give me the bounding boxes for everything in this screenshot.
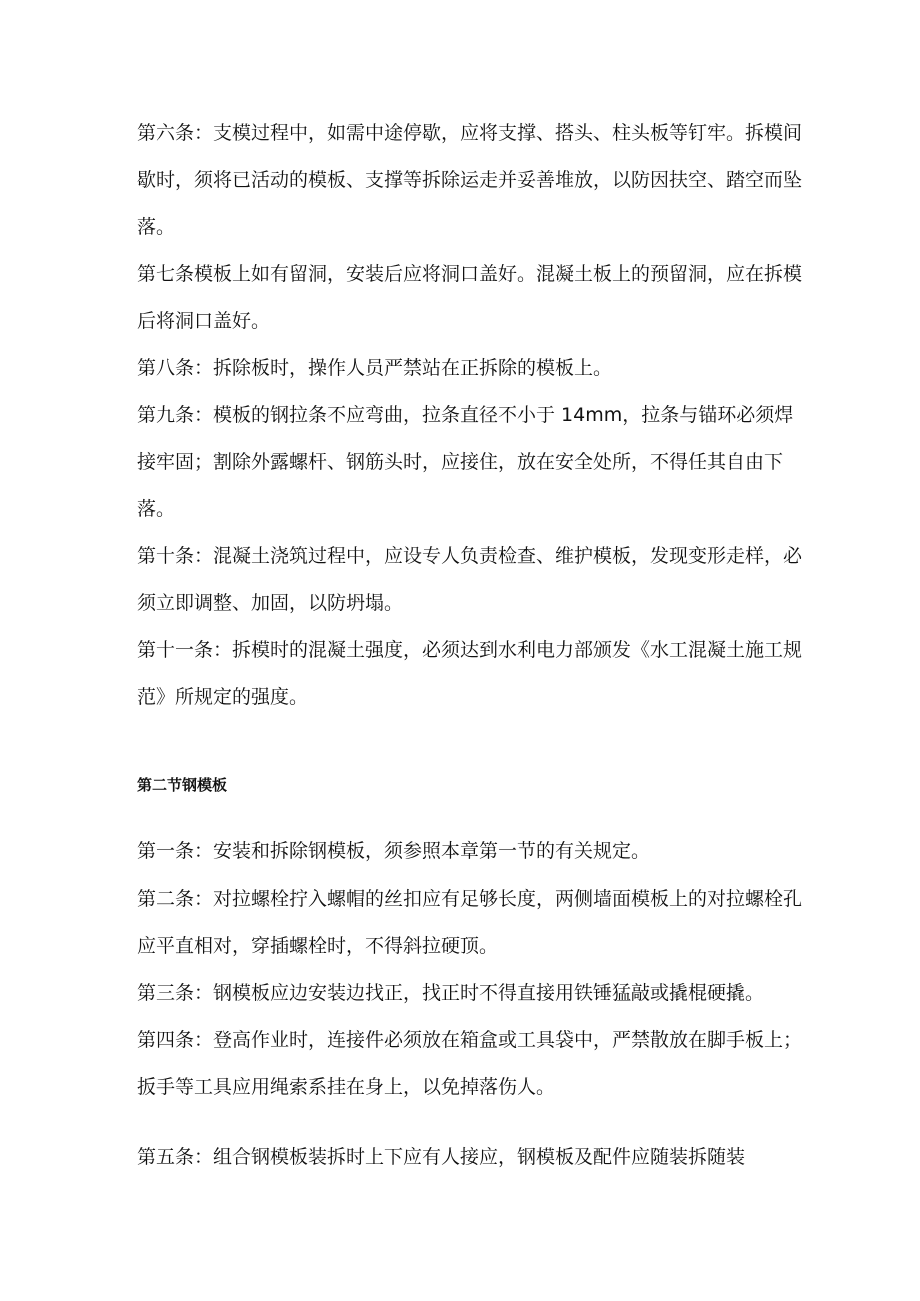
section-heading: 第二节钢模板: [137, 776, 228, 794]
article-6-paragraph: 第六条：支模过程中，如需中途停歇，应将支撑、搭头、柱头板等钉牢。拆模间歇时，须将已活动的模板、支撑等拆除运走并妥善堆放，以防因扶空、踏空而坠落。: [137, 122, 803, 238]
steel-article-5-paragraph: 第五条：组合钢模板装拆时上下应有人接应，钢模板及配件应随装拆随装: [137, 1146, 746, 1168]
article-8-paragraph: 第八条：拆除板时，操作人员严禁站在正拆除的模板上。: [137, 357, 613, 379]
steel-article-4-paragraph: 第四条：登高作业时，连接件必须放在箱盒或工具袋中，严禁散放在脚手板上；扳手等工具应用绳索系挂在身上，以免掉落伤人。: [137, 1029, 803, 1098]
article-7-paragraph: 第七条模板上如有留洞，安装后应将洞口盖好。混凝土板上的预留洞，应在拆模后将洞口盖好。: [137, 263, 803, 332]
steel-article-1-paragraph: 第一条：安装和拆除钢模板，须参照本章第一节的有关规定。: [137, 840, 651, 862]
steel-article-3-paragraph: 第三条：钢模板应边安装边找正，找正时不得直接用铁锤猛敲或撬棍硬撬。: [137, 982, 765, 1004]
article-11-paragraph: 第十一条：拆模时的混凝土强度，必须达到水利电力部颁发《水工混凝土施工规范》所规定的强度。: [137, 639, 803, 708]
article-10-paragraph: 第十条：混凝土浇筑过程中，应设专人负责检查、维护模板，发现变形走样，必须立即调整、加固，以防坍塌。: [137, 545, 803, 614]
steel-article-2-paragraph: 第二条：对拉螺栓拧入螺帽的丝扣应有足够长度，两侧墙面模板上的对拉螺栓孔应平直相对，穿插螺栓时，不得斜拉硬顶。: [137, 888, 803, 957]
article-9-paragraph: 第九条：模板的钢拉条不应弯曲，拉条直径不小于 14mm，拉条与锚环必须焊接牢固；割除外露螺杆、钢筋头时，应接住，放在安全处所，不得任其自由下落。: [137, 404, 794, 520]
